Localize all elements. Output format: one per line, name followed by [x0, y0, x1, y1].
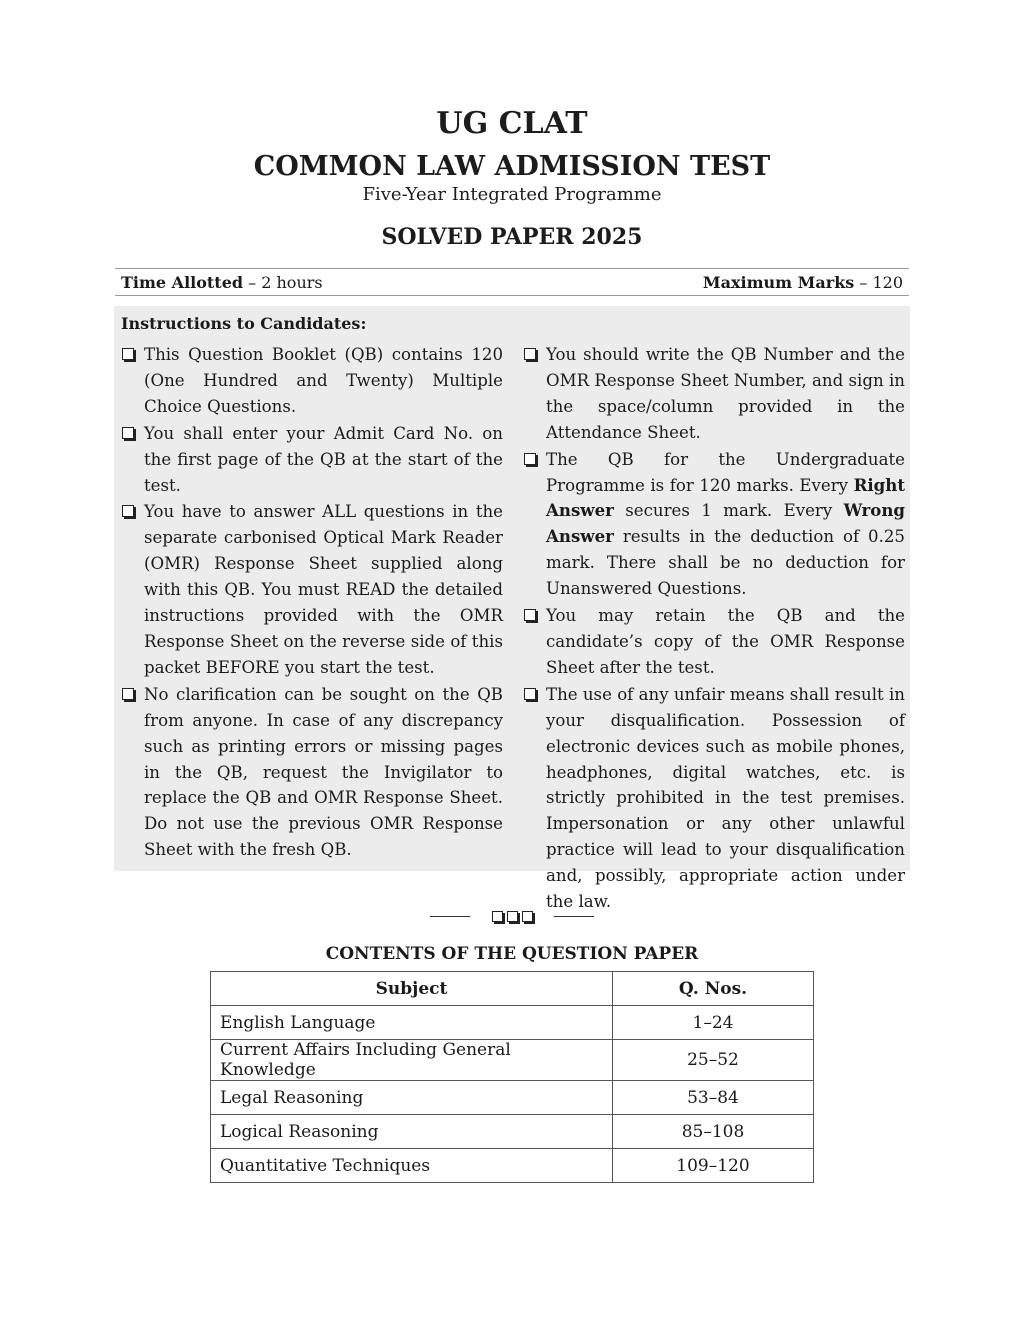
checkbox-bullet-icon	[524, 453, 536, 465]
instruction-text: This Question Booklet (QB) contains 120 (One Hundred and Twenty) Multiple Choice Questions.	[144, 345, 503, 416]
subject-column-header: Subject	[211, 972, 613, 1006]
instructions-panel	[114, 306, 910, 912]
wrong-answer-emphasis: Wrong Answer	[546, 500, 905, 547]
programme-subtitle: Five-Year Integrated Programme	[362, 184, 662, 205]
instruction-text: You may retain the QB and the candidate’s copy of the OMR Response Sheet after the test.	[546, 606, 905, 677]
table-row	[211, 1081, 814, 1115]
instruction-item	[121, 421, 503, 499]
instruction-text: You should write the QB Number and the OMR Response Sheet Number, and sign in the space/column provided in the Attendance Sheet.	[546, 345, 905, 442]
instruction-item	[121, 499, 503, 680]
instruction-text: The use of any unfair means shall result in your disqualification. Possession of electronic devices such as mobile phones, headphones, digital watches, etc. is strictly prohibited in the test premises. Impersonation or any other unlawful practice will lead to your disqualification and, possibly, appropriate action under the law.	[546, 684, 905, 912]
right-answer-emphasis: Right Answer	[546, 474, 905, 521]
qnos-cell: 1–24	[613, 1006, 814, 1040]
instruction-item	[523, 447, 905, 602]
table-row	[211, 1115, 814, 1149]
instructions-heading: Instructions to Candidates:	[121, 314, 367, 333]
time-value: – 2 hours	[243, 273, 323, 292]
paper-title: SOLVED PAPER 2025	[381, 224, 643, 250]
contents-heading: CONTENTS OF THE QUESTION PAPER	[325, 944, 699, 964]
marks-label: Maximum Marks	[702, 273, 855, 292]
instruction-text-part: The QB for the Undergraduate Programme is for 120 marks. Every	[546, 449, 905, 495]
subject-cell: Legal Reasoning	[211, 1081, 613, 1115]
divider-ornament	[490, 907, 535, 926]
box-ornament-icon	[507, 911, 518, 922]
divider-line	[430, 916, 470, 917]
qnos-cell: 109–120	[613, 1149, 814, 1183]
box-ornament-icon	[492, 911, 503, 922]
subject-cell: Quantitative Techniques	[211, 1149, 613, 1183]
exam-full-title: COMMON LAW ADMISSION TEST	[253, 151, 771, 182]
instruction-item	[523, 682, 905, 915]
section-divider	[0, 906, 1024, 926]
checkbox-bullet-icon	[122, 505, 134, 517]
box-ornament-icon	[522, 911, 533, 922]
instructions-left-column	[121, 342, 503, 864]
instruction-item	[121, 342, 503, 420]
subject-cell: Logical Reasoning	[211, 1115, 613, 1149]
instruction-text: You shall enter your Admit Card No. on the first page of the QB at the start of the test.	[144, 423, 503, 495]
marks-value: – 120	[854, 273, 903, 292]
divider-line	[554, 916, 594, 917]
contents-table	[210, 971, 814, 1183]
exam-short-title: UG CLAT	[436, 106, 588, 141]
instruction-text-part: results in the deduction of 0.25 mark. There shall be no deduction for Unanswered Questions.	[546, 527, 905, 599]
instruction-text: No clarification can be sought on the QB from anyone. In case of any discrepancy such as printing errors or missing pages in the QB, request the Invigilator to replace the QB and OMR Response Sheet. Do not use the previous OMR Response Sheet with the fresh QB.	[144, 684, 503, 860]
checkbox-bullet-icon	[122, 688, 134, 700]
qnos-cell: 85–108	[613, 1115, 814, 1149]
table-row	[211, 1006, 814, 1040]
qnos-cell: 53–84	[613, 1081, 814, 1115]
checkbox-bullet-icon	[122, 427, 134, 439]
table-row	[211, 1149, 814, 1183]
qnos-cell: 25–52	[613, 1040, 814, 1081]
instructions-right-column	[523, 342, 905, 916]
subject-cell: Current Affairs Including General Knowledge	[211, 1040, 613, 1081]
table-row	[211, 1040, 814, 1081]
table-header-row	[211, 972, 814, 1006]
checkbox-bullet-icon	[524, 609, 536, 621]
checkbox-bullet-icon	[524, 348, 536, 360]
checkbox-bullet-icon	[122, 348, 134, 360]
time-label: Time Allotted	[121, 273, 244, 292]
instruction-item	[523, 342, 905, 446]
subject-cell: English Language	[211, 1006, 613, 1040]
instruction-text-part: secures 1 mark. Every	[613, 501, 844, 521]
instruction-text: You have to answer ALL questions in the separate carbonised Optical Mark Reader (OMR) Response Sheet supplied along with this QB. You must READ the detailed instructions provided with the OMR Response Sheet on the reverse side of this packet BEFORE you start the test.	[144, 502, 503, 677]
instruction-item	[121, 682, 503, 863]
meta-bar	[115, 268, 909, 296]
maximum-marks	[703, 269, 903, 297]
time-allotted	[121, 269, 323, 297]
instruction-item	[523, 603, 905, 681]
checkbox-bullet-icon	[524, 688, 536, 700]
qnos-column-header: Q. Nos.	[613, 972, 814, 1006]
